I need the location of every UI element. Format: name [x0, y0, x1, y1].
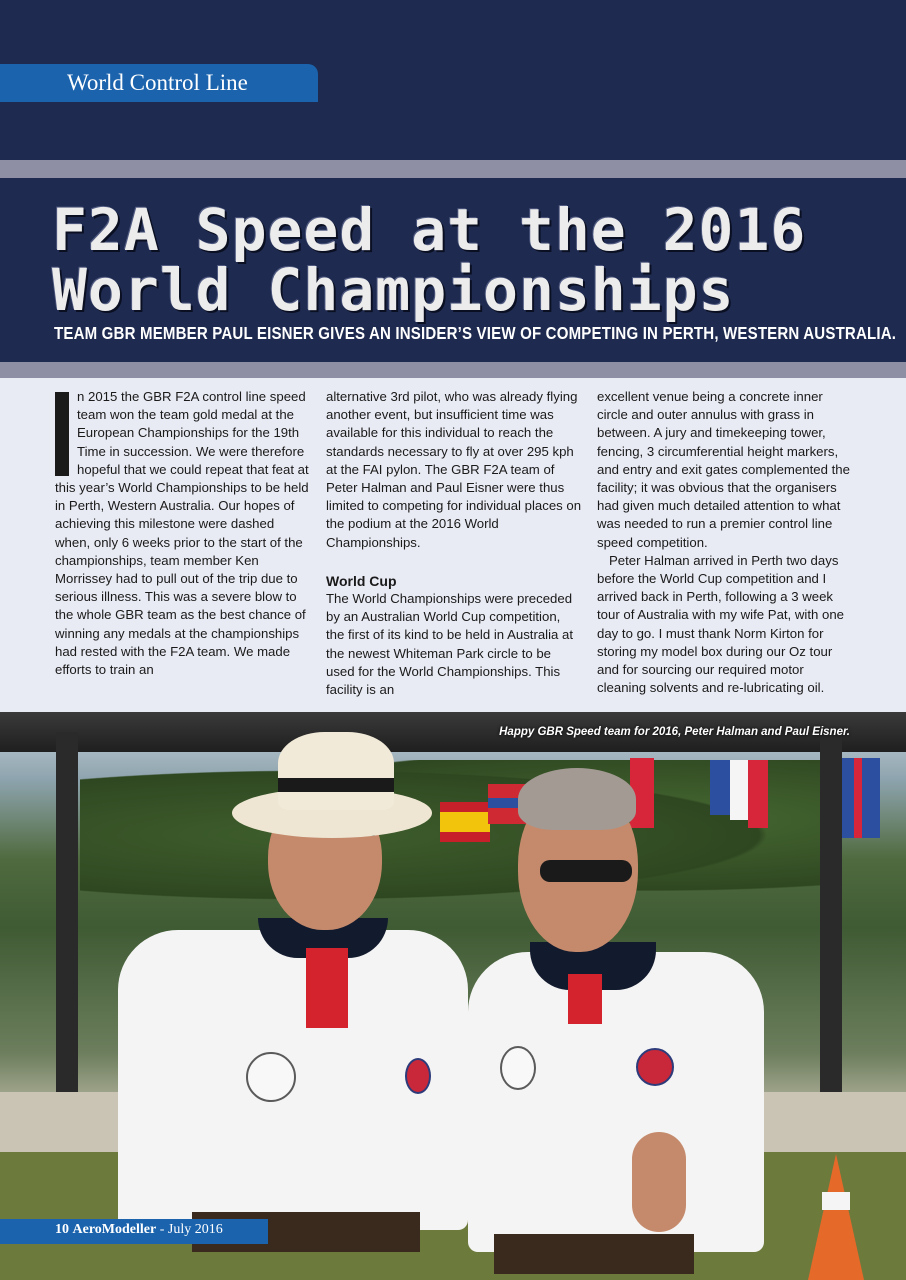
folio-text	[55, 1222, 223, 1238]
traffic-cone-stripe	[822, 1192, 850, 1210]
smfa-badge	[636, 1048, 674, 1086]
french-flag	[710, 760, 768, 830]
team-photo	[0, 712, 906, 1280]
divider-rule-lower	[0, 362, 906, 378]
divider-rule	[0, 160, 906, 178]
article-body	[0, 378, 906, 712]
thumbs-up-hand	[632, 1132, 686, 1232]
article-standfirst: TEAM GBR MEMBER PAUL EISNER GIVES AN INSIDER’S VIEW OF COMPETING IN PERTH, WESTERN AUSTRALIA.	[54, 323, 897, 343]
page-number: 10	[55, 1222, 69, 1237]
article-headline	[52, 196, 892, 324]
magazine-name: AeroModeller	[72, 1222, 157, 1237]
shirt-placket	[306, 948, 348, 1028]
drop-cap-i	[55, 392, 69, 476]
headline-line-1: F2A Speed at the 2016	[52, 196, 807, 264]
gbr-2016-badge	[500, 1046, 536, 1090]
paragraph: n 2015 the GBR F2A control line speed team won the team gold medal at the European Championships for the 19th Time in succession. We were therefore hopeful that we could repeat that feat at this year’s World Championships to be held in Perth, Western Australia. Our hopes of achieving this milestone were dashed when, only 6 weeks prior to the start of the championships, team member Ken Morrissey had to pull out of the trip due to serious illness. This was a severe blow to the whole GBR team as the best chance of winning any medals at the championships had rested with the F2A team. We made efforts to train an	[55, 389, 309, 678]
text-column-2	[326, 388, 582, 699]
paragraph: alternative 3rd pilot, who was already flying another event, but insufficient time was available for this individual to reach the standards necessary to fly at over 295 kph at the FAI pylon. The GBR F2A team of Peter Halman and Paul Eisner were thus limited to competing for individual places on the podium at the 2016 World Championships.	[326, 389, 582, 550]
photo-caption: Happy GBR Speed team for 2016, Peter Halman and Paul Eisner.	[499, 726, 850, 738]
paragraph: excellent venue being a concrete inner circle and outer annulus with grass in between. A jury and timekeeping tower, fencing, 3 circumferential height markers, and entry and exit gates complemented the facility; it was obvious that the organisers had given much detailed attention to what was needed to run a premier control line speed competition.	[597, 389, 850, 550]
flag	[842, 758, 880, 838]
panama-hat	[278, 732, 394, 810]
shirt-placket	[568, 974, 602, 1024]
footer-folio	[0, 1219, 268, 1244]
subheading-world-cup: World Cup	[326, 572, 397, 589]
paragraph: Peter Halman arrived in Perth two days before the World Cup competition and I arrived back in Perth, following a 3 week tour of Australia with my wife Pat, with one day to go. I must thank Norm Kirton for storing my model box during our Oz tour and for sourcing our required motor cleaning solvents and re-lubricating oil.	[597, 552, 845, 696]
title-band	[0, 178, 906, 362]
grey-hair	[518, 768, 636, 830]
headline-line-2: World Championships	[52, 256, 735, 324]
section-tab	[0, 64, 318, 102]
section-label: World Control Line	[67, 70, 248, 95]
smfa-badge	[405, 1058, 431, 1094]
belt	[494, 1234, 694, 1274]
traffic-cone	[808, 1154, 864, 1280]
sunglasses	[540, 860, 632, 882]
issue-date: - July 2016	[159, 1222, 223, 1237]
text-column-1	[55, 388, 311, 679]
paragraph: The World Championships were preceded by an Australian World Cup competition, the first of its kind to be held in Australia at the newest Whiteman Park circle to be used for the World Championships. This facility is an	[326, 591, 574, 698]
hat-band	[278, 778, 394, 792]
text-column-3	[597, 388, 853, 697]
polo-shirt	[468, 952, 764, 1252]
spanish-flag	[440, 802, 490, 842]
gbr-2014-badge	[246, 1052, 296, 1102]
